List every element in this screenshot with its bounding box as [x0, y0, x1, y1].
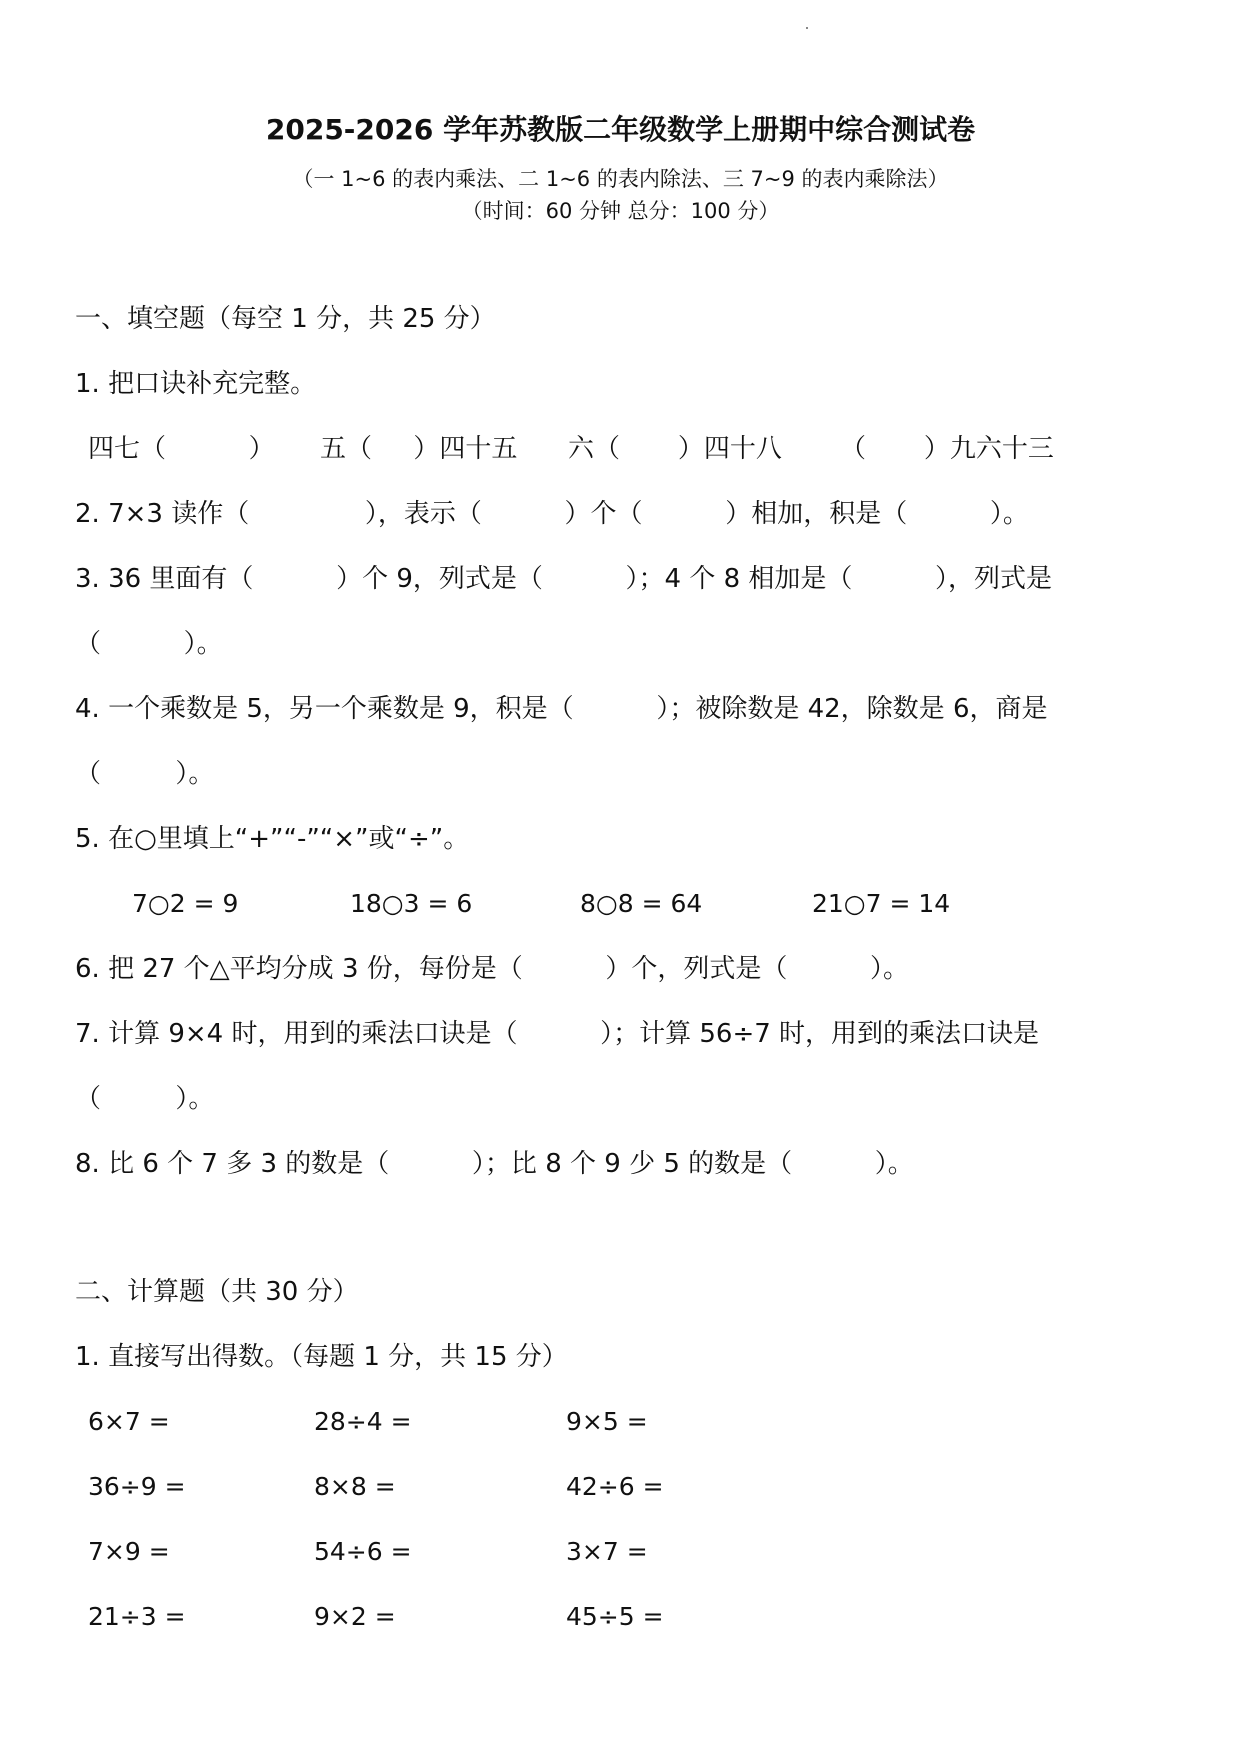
operator-blank-3: 8○8 = 64 [580, 889, 703, 918]
calc-item: 54÷6 = [314, 1537, 412, 1566]
calc-item: 7×9 = [88, 1537, 170, 1566]
calc-item: 36÷9 = [88, 1472, 186, 1501]
question-1-6: 6. 把 27 个△平均分成 3 份，每份是（ ）个，列式是（ ）。 [75, 954, 910, 984]
exam-scope: （一 1~6 的表内乘法、二 1~6 的表内除法、三 7~9 的表内乘除法） [292, 167, 949, 191]
operator-blank-2: 18○3 = 6 [350, 889, 473, 918]
question-1-3-line-2: （ ）。 [75, 629, 223, 659]
calc-item: 9×2 = [314, 1602, 396, 1631]
calc-item: 45÷5 = [566, 1602, 664, 1631]
question-1-1: 1. 把口诀补充完整。 [75, 369, 317, 399]
question-2-1: 1. 直接写出得数。（每题 1 分，共 15 分） [75, 1342, 568, 1372]
operator-blank-4: 21○7 = 14 [812, 889, 951, 918]
calc-item: 6×7 = [88, 1407, 170, 1436]
multiplication-rhyme-3: 六（ ）四十八 [568, 434, 782, 464]
question-1-4-line-2: （ ）。 [75, 759, 215, 789]
question-1-7-line-1: 7. 计算 9×4 时，用到的乘法口诀是（ ）；计算 56÷7 时，用到的乘法口诀是 [75, 1019, 1040, 1049]
question-1-2: 2. 7×3 读作（ ），表示（ ）个（ ）相加，积是（ ）。 [75, 499, 1029, 529]
calc-item: 8×8 = [314, 1472, 396, 1501]
calc-item: 42÷6 = [566, 1472, 664, 1501]
multiplication-rhyme-4: （ ）九六十三 [840, 434, 1054, 464]
calc-item: 21÷3 = [88, 1602, 186, 1631]
operator-blank-1: 7○2 = 9 [132, 889, 239, 918]
exam-time-score: （时间：60 分钟 总分：100 分） [461, 199, 780, 223]
multiplication-rhyme-2: 五（ ）四十五 [320, 434, 518, 464]
question-1-4-line-1: 4. 一个乘数是 5，另一个乘数是 9，积是（ ）；被除数是 42，除数是 6，商是 [75, 694, 1048, 724]
calc-item: 3×7 = [566, 1537, 648, 1566]
question-1-5: 5. 在○里填上“+”“-”“×”或“÷”。 [75, 824, 470, 854]
page-title: 2025-2026 学年苏教版二年级数学上册期中综合测试卷 [265, 113, 976, 146]
multiplication-rhyme-1: 四七（ ） [88, 434, 275, 464]
question-1-3-line-1: 3. 36 里面有（ ）个 9，列式是（ ）；4 个 8 相加是（ ），列式是 [75, 564, 1053, 594]
speck [806, 27, 808, 29]
section-2-heading: 二、计算题（共 30 分） [75, 1277, 359, 1307]
calc-item: 28÷4 = [314, 1407, 412, 1436]
section-1-heading: 一、填空题（每空 1 分，共 25 分） [75, 304, 496, 334]
question-1-8: 8. 比 6 个 7 多 3 的数是（ ）；比 8 个 9 少 5 的数是（ ）。 [75, 1149, 914, 1179]
question-1-7-line-2: （ ）。 [75, 1084, 215, 1114]
calc-item: 9×5 = [566, 1407, 648, 1436]
